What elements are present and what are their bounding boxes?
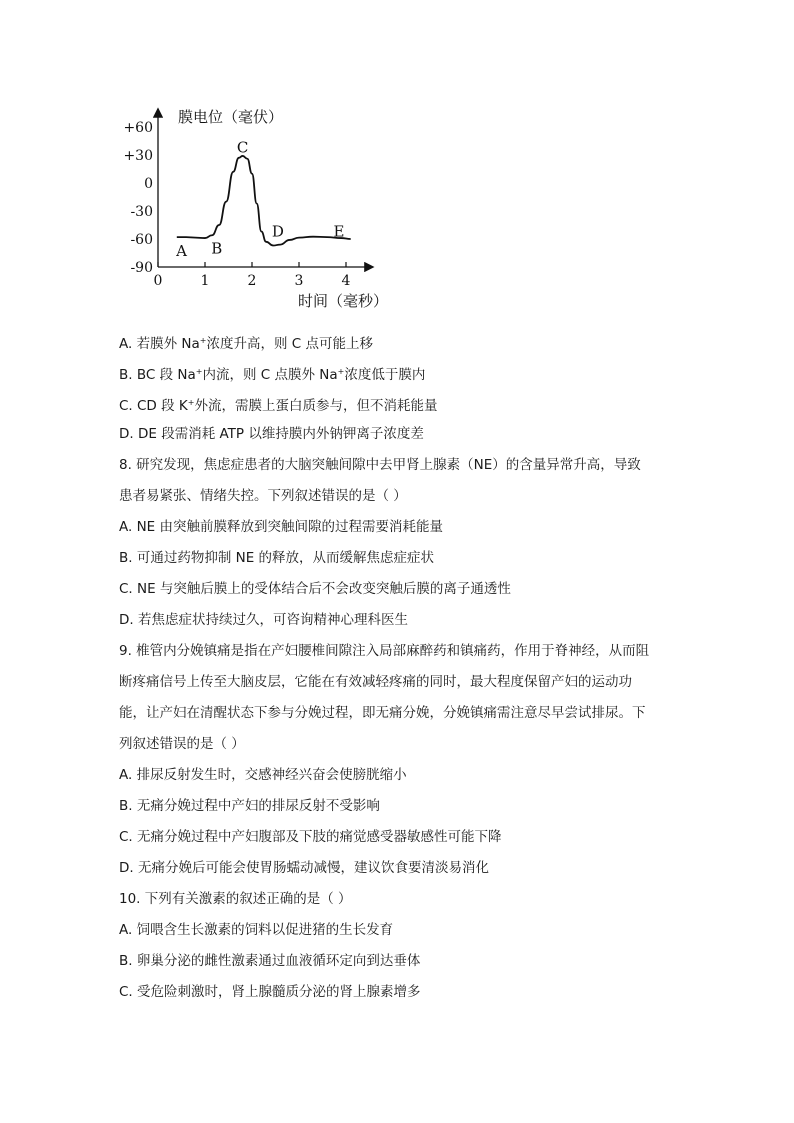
point-label-d: D [271, 222, 284, 241]
y-tick-labels [123, 120, 153, 276]
q8-stem-2: 患者易紧张、情绪失控。下列叙述错误的是（ ） [119, 488, 407, 504]
x-axis-label: 时间（毫秒） [298, 292, 389, 310]
q10-option-b: B. 卵巢分泌的雌性激素通过血液循环定向到达垂体 [119, 953, 421, 969]
q10-option-c: C. 受危险刺激时，肾上腺髓质分泌的肾上腺素增多 [119, 984, 421, 1000]
x-tick-label: 3 [294, 273, 304, 289]
x-tick-label: 0 [153, 273, 163, 289]
q8-option-a: A. NE 由突触前膜释放到突触间隙的过程需要消耗能量 [119, 519, 443, 535]
q9-stem-1: 9. 椎管内分娩镇痛是指在产妇腰椎间隙注入局部麻醉药和镇痛药，作用于脊神经，从而阻 [119, 643, 650, 659]
q7b-sup: + [195, 367, 203, 376]
q7-option-a [119, 332, 373, 353]
q9-option-a: A. 排尿反射发生时，交感神经兴奋会使膀胱缩小 [119, 767, 407, 783]
x-tick-label: 4 [341, 273, 351, 289]
q7b-pre: B. BC 段 Na [119, 367, 196, 383]
q10-option-a: A. 饲喂含生长激素的饲料以促进猪的生长发育 [119, 922, 394, 938]
q7b-mid: 内流，则 C 点膜外 Na [202, 367, 338, 383]
y-tick-label: -30 [130, 204, 153, 220]
q7c-pre: C. CD 段 K [119, 398, 188, 414]
q9-option-c: C. 无痛分娩过程中产妇腹部及下肢的痛觉感受器敏感性可能下降 [119, 829, 502, 845]
point-label-a: A [176, 242, 187, 261]
q7b-sup2: + [337, 367, 345, 376]
q7c-post: 外流，需膜上蛋白质参与，但不消耗能量 [194, 398, 438, 414]
q7a-sup: + [199, 336, 207, 345]
y-tick-label: +60 [123, 120, 153, 136]
y-tick-label: -60 [130, 232, 153, 248]
q9-stem-4: 列叙述错误的是（ ） [119, 736, 245, 752]
q7c-sup: + [187, 398, 195, 407]
y-tick-label: -90 [130, 260, 153, 276]
q10-stem: 10. 下列有关激素的叙述正确的是（ ） [119, 891, 352, 907]
x-tick-labels [154, 262, 351, 289]
point-label-e: E [333, 222, 345, 241]
q7-option-c [119, 394, 437, 415]
q7a-pre: A. 若膜外 Na [119, 336, 200, 352]
q9-stem-3: 能，让产妇在清醒状态下参与分娩过程，即无痛分娩，分娩镇痛需注意尽早尝试排尿。下 [119, 705, 646, 721]
y-axis-label: 膜电位（毫伏） [178, 108, 284, 126]
q8-option-c: C. NE 与突触后膜上的受体结合后不会改变突触后膜的离子通透性 [119, 581, 511, 597]
q9-option-b: B. 无痛分娩过程中产妇的排尿反射不受影响 [119, 798, 380, 814]
point-labels [175, 139, 344, 261]
q7-option-d: D. DE 段需消耗 ATP 以维持膜内外钠钾离子浓度差 [119, 426, 424, 442]
q7a-post: 浓度升高，则 C 点可能上移 [206, 336, 373, 352]
point-label-c: C [236, 138, 249, 157]
point-label-b: B [211, 239, 223, 258]
x-tick-label: 2 [247, 273, 257, 289]
membrane-potential-chart [120, 100, 390, 315]
potential-curve [177, 156, 351, 246]
q8-option-b: B. 可通过药物抑制 NE 的释放，从而缓解焦虑症症状 [119, 550, 435, 566]
q7-option-b [119, 363, 425, 384]
chart-svg [120, 100, 390, 315]
y-tick-label: +30 [123, 148, 153, 164]
x-tick-label: 1 [200, 273, 210, 289]
q9-option-d: D. 无痛分娩后可能会使胃肠蠕动减慢，建议饮食要清淡易消化 [119, 860, 489, 876]
q8-stem-1: 8. 研究发现，焦虑症患者的大脑突触间隙中去甲肾上腺素（NE）的含量异常升高，导致 [119, 457, 641, 473]
q9-stem-2: 断疼痛信号上传至大脑皮层，它能在有效减轻疼痛的同时，最大程度保留产妇的运动功 [119, 674, 632, 690]
q7b-post: 浓度低于膜内 [344, 367, 426, 383]
q8-option-d: D. 若焦虑症状持续过久，可咨询精神心理科医生 [119, 612, 408, 628]
y-tick-label: 0 [144, 176, 153, 192]
